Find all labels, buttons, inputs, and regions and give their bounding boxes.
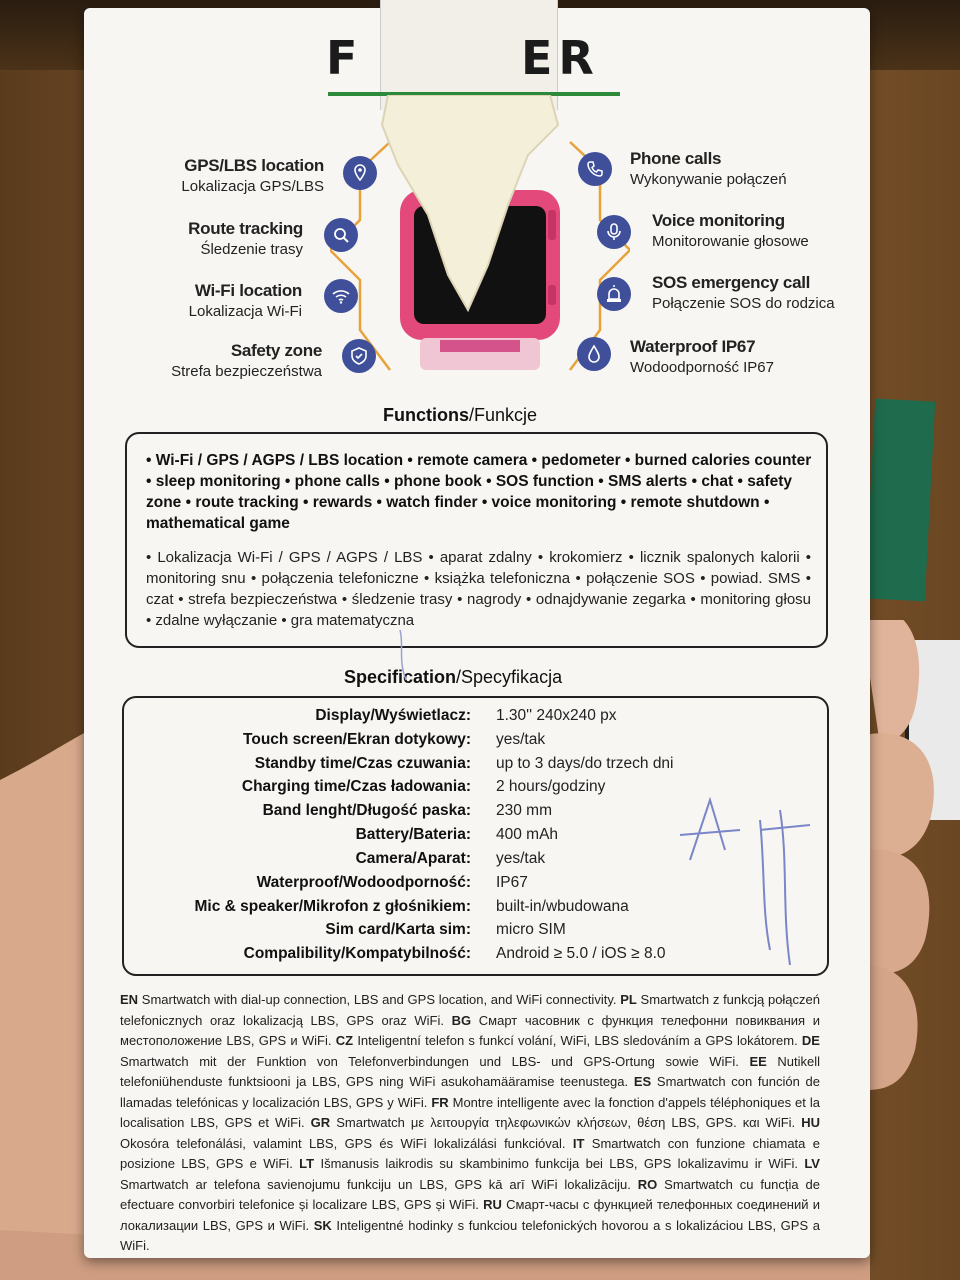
lang-code: HU bbox=[801, 1115, 820, 1130]
siren-icon bbox=[597, 277, 631, 311]
spec-key: Battery/Bateria: bbox=[355, 826, 471, 843]
feature-waterproof bbox=[630, 337, 774, 376]
lang-code: EE bbox=[749, 1053, 767, 1069]
lang-text: Smartwatch with dial-up connection, LBS and GPS location, and WiFi connectivity. bbox=[141, 992, 617, 1007]
functions-title-en: Functions bbox=[383, 405, 469, 425]
lang-code: ES bbox=[633, 1074, 652, 1089]
lang-code: LV bbox=[804, 1156, 820, 1171]
lang-code: BG bbox=[451, 1012, 472, 1028]
specification-title-en: Specification bbox=[344, 667, 457, 687]
lang-text: Nutikell telefoniühenduste funktsiooni ja LBS, GPS ning WiFi asukohamääramise teenustega. bbox=[120, 1053, 820, 1089]
spec-key: Compalibility/Kompatybilność: bbox=[243, 945, 471, 962]
lang-code: DE bbox=[801, 1033, 820, 1048]
lang-code: PL bbox=[620, 992, 637, 1007]
spec-value: 2 hours/godziny bbox=[496, 778, 606, 795]
torn-paper-patch bbox=[378, 95, 560, 325]
specification-title-pl: /Specyfikacja bbox=[456, 667, 563, 687]
spec-key: Charging time/Czas ładowania: bbox=[241, 778, 471, 795]
feature-en: Waterproof IP67 bbox=[630, 337, 756, 356]
spec-value: Android ≥ 5.0 / iOS ≥ 8.0 bbox=[496, 945, 666, 962]
spec-key: Camera/Aparat: bbox=[355, 850, 471, 867]
lang-text: Smartwatch z funkcją połączeń telefonicznych oraz lokalizacją LBS, GPS oraz WiFi. bbox=[120, 992, 821, 1028]
multilingual-description bbox=[120, 990, 820, 1257]
lang-code: LT bbox=[299, 1156, 315, 1171]
feature-en: Phone calls bbox=[630, 149, 722, 168]
feature-en: Route tracking bbox=[188, 219, 303, 238]
lang-text: Smartwatch con función de llamadas telefónicas y localización LBS, GPS y WiFi. bbox=[120, 1074, 821, 1110]
spec-value: 230 mm bbox=[496, 802, 552, 819]
feature-en: Wi-Fi location bbox=[194, 281, 302, 300]
wifi-icon bbox=[324, 279, 358, 313]
microphone-icon bbox=[597, 215, 631, 249]
lang-text: Inteligentné hodinky s funkciou telefonických hovorou a s lokalizáciou LBS, GPS a WiFi. bbox=[120, 1217, 820, 1253]
lang-text: Smartwatch ar telefona savienojumu funkciju un LBS, GPS kā arī WiFi lokalizāciju. bbox=[120, 1176, 631, 1192]
feature-gps bbox=[181, 156, 324, 195]
spec-row bbox=[126, 755, 826, 779]
feature-phone bbox=[630, 149, 787, 188]
lang-text: Smartwatch con funzione chiamata e posizione LBS, GPS e WiFi. bbox=[120, 1135, 820, 1171]
pen-scribble bbox=[670, 790, 840, 970]
spec-key: Display/Wyświetlacz: bbox=[315, 707, 471, 724]
lang-code: RO bbox=[637, 1176, 658, 1192]
pen-mark bbox=[390, 625, 420, 685]
lang-code: RU bbox=[483, 1197, 502, 1212]
spec-key: Touch screen/Ekran dotykowy: bbox=[243, 731, 471, 748]
lang-text: Išmanusis laikrodis su skambinimo funkcija bei LBS, GPS lokalizavimu ir WiFi. bbox=[320, 1156, 798, 1171]
lang-code: EN bbox=[120, 992, 139, 1007]
specification-title bbox=[344, 667, 562, 688]
functions-title bbox=[383, 405, 537, 426]
feature-pl: Wykonywanie połączeń bbox=[630, 171, 787, 188]
feature-en: GPS/LBS location bbox=[184, 156, 324, 175]
phone-icon bbox=[578, 152, 612, 186]
spec-value: yes/tak bbox=[496, 731, 546, 748]
spec-key: Sim card/Karta sim: bbox=[325, 921, 471, 938]
feature-route bbox=[188, 219, 303, 258]
spec-value: micro SIM bbox=[496, 921, 566, 938]
lang-code: SK bbox=[313, 1217, 332, 1233]
feature-en: Voice monitoring bbox=[652, 211, 785, 230]
spec-row bbox=[126, 731, 826, 755]
feature-pl: Lokalizacja Wi-Fi bbox=[188, 303, 302, 320]
map-pin-icon bbox=[343, 156, 377, 190]
lang-text: Смарт часовник с функция телефонни повиквания и местоположение LBS, GPS и WiFi. bbox=[120, 1012, 820, 1048]
lang-text: Smartwatch cu funcția de efectuare convorbiri telefonice și localizare LBS, GPS și WiFi. bbox=[120, 1176, 820, 1212]
feature-pl: Śledzenie trasy bbox=[200, 241, 303, 258]
feature-en: SOS emergency call bbox=[652, 273, 811, 292]
lang-text: Smartwatch με λειτουργία τηλεφωνικών κλήσεων, θέση LBS, GPS. και WiFi. bbox=[336, 1115, 796, 1130]
lang-code: GR bbox=[310, 1115, 331, 1130]
spec-value: 400 mAh bbox=[496, 826, 559, 843]
feature-wifi bbox=[189, 281, 302, 320]
spec-key: Mic & speaker/Mikrofon z głośnikiem: bbox=[194, 898, 471, 915]
spec-value: yes/tak bbox=[496, 850, 546, 867]
spec-value: up to 3 days/do trzech dni bbox=[496, 755, 674, 772]
lang-text: Inteligentní telefon s funkcí volání, WiFi, LBS sledováním a GPS lokátorem. bbox=[357, 1033, 798, 1048]
spec-value: IP67 bbox=[496, 874, 528, 891]
lang-code: CZ bbox=[335, 1033, 354, 1048]
functions-pl-list: • Lokalizacja Wi-Fi / GPS / AGPS / LBS • aparat zdalny • krokomierz • licznik spalonych kalorii • monitoring snu • połączenia telefoniczne • książka telefoniczna • połączenie SOS • powiad. SMS • czat • strefa bezpieczeństwa • śledzenie trasy • nagrody • odnajdywanie zegarka • monitoring głosu • zdalne wyłączanie • gra matematyczna bbox=[146, 549, 811, 629]
spec-value: 1.30'' 240x240 px bbox=[496, 707, 617, 724]
shield-icon bbox=[342, 339, 376, 373]
lang-text: Montre intelligente avec la fonction d'appels téléphoniques et la localisation LBS, GPS et WiFi. bbox=[120, 1094, 820, 1130]
lang-text: Смарт-часы с функцией телефонных соединений и локализации LBS, GPS и WiFi. bbox=[120, 1197, 820, 1233]
water-drop-icon bbox=[577, 337, 611, 371]
lang-text: Okosóra telefonálási, valamint LBS, GPS és WiFi lokalizálási funkcióval. bbox=[120, 1135, 566, 1151]
magnifier-icon bbox=[324, 218, 358, 252]
feature-pl: Strefa bezpieczeństwa bbox=[171, 363, 322, 380]
feature-sos bbox=[652, 273, 835, 312]
feature-pl: Lokalizacja GPS/LBS bbox=[181, 178, 324, 195]
functions-title-pl: /Funkcje bbox=[469, 405, 538, 425]
brand-logo bbox=[326, 26, 621, 88]
lang-text: Smartwatch mit der Funktion von Telefonverbindungen und LBS- und GPS-Ortung sowie WiFi. bbox=[120, 1053, 739, 1069]
functions-en-list: • Wi-Fi / GPS / AGPS / LBS location • remote camera • pedometer • burned calories counter • sleep monitoring • phone calls • phone book • SOS function • SMS alerts • chat • safety zone • route tracking • rewards • watch finder • voice monitoring • remote shutdown • mathematical game bbox=[146, 452, 812, 532]
spec-key: Waterproof/Wodoodporność: bbox=[256, 874, 471, 891]
spec-key: Band lenght/Długość paska: bbox=[262, 802, 471, 819]
spec-value: built-in/wbudowana bbox=[496, 898, 629, 915]
logo-right-letters: ER bbox=[521, 31, 600, 85]
feature-pl: Połączenie SOS do rodzica bbox=[652, 295, 835, 312]
lang-code: IT bbox=[572, 1135, 585, 1151]
feature-pl: Wodoodporność IP67 bbox=[630, 359, 774, 376]
spec-key: Standby time/Czas czuwania: bbox=[254, 755, 471, 772]
logo-left-letters: F bbox=[326, 31, 364, 85]
lang-code: FR bbox=[431, 1094, 449, 1110]
feature-safety bbox=[171, 341, 322, 380]
feature-voice bbox=[652, 211, 809, 250]
feature-en: Safety zone bbox=[230, 341, 322, 360]
green-paper-scrap bbox=[865, 399, 935, 602]
spec-row bbox=[126, 707, 826, 731]
feature-pl: Monitorowanie głosowe bbox=[652, 233, 809, 250]
